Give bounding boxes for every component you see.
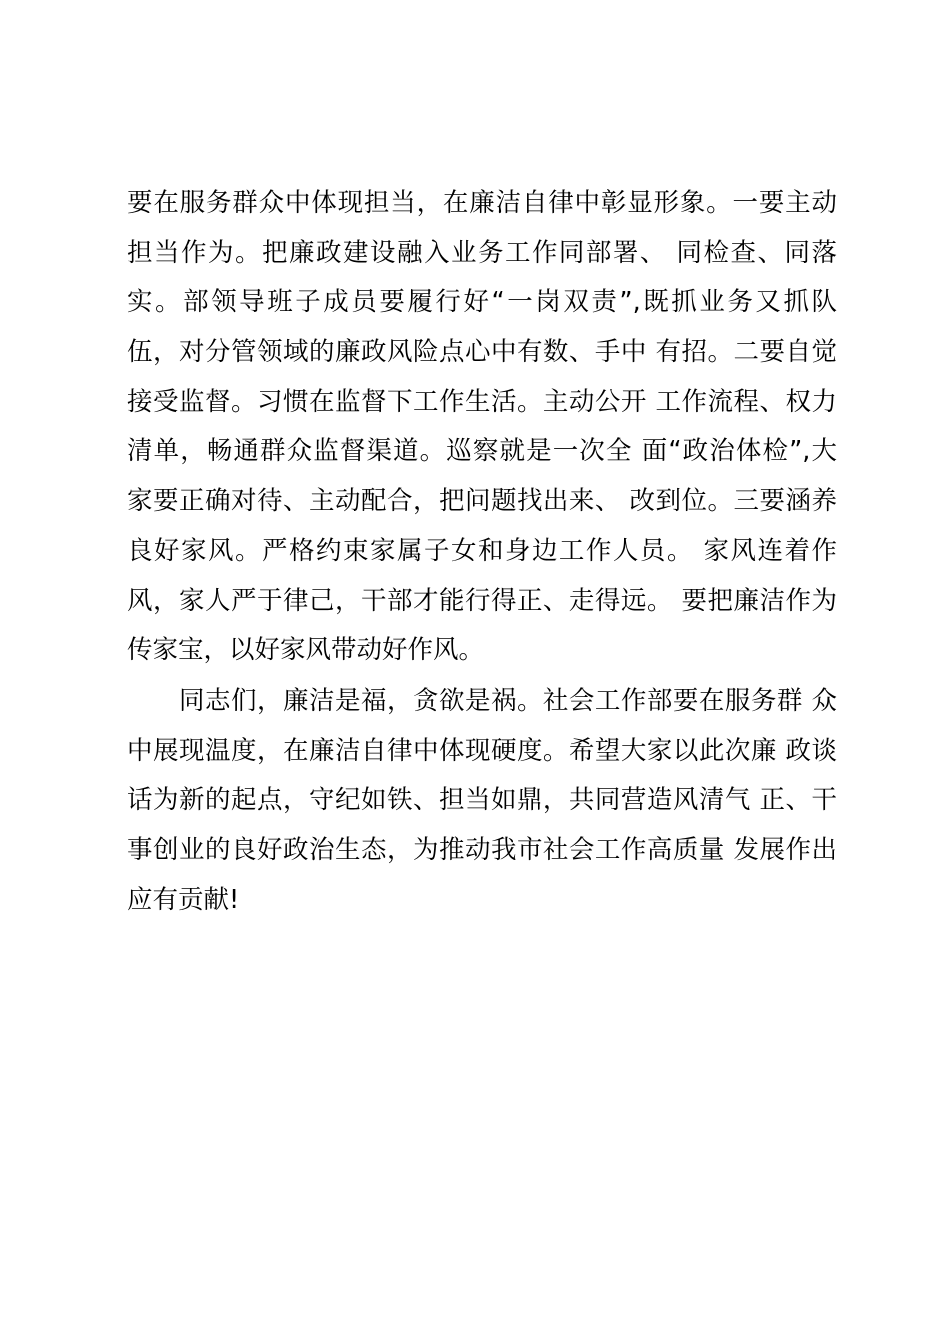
paragraph-line: 风，家人严于律己，干部才能行得正、走得远。 要把廉洁作为 [127, 585, 837, 616]
paragraph-line: 同志们，廉洁是福，贪欲是祸。社会工作部要在服务群 众 [127, 686, 837, 716]
paragraph-line: 家要正确对待、主动配合，把问题找出来、 改到位。三要涵养 [127, 486, 837, 517]
paragraph-line: 接受监督。习惯在监督下工作生活。主动公开 工作流程、权力 [127, 386, 837, 417]
paragraph-line: 担当作为。把廉政建设融入业务工作同部署、 同检查、同落 [127, 237, 837, 268]
paragraph-line: 话为新的起点，守纪如铁、担当如鼎，共同营造风清气 正、干 [127, 785, 837, 816]
paragraph-2 [127, 677, 837, 925]
paragraph-line: 良好家风。严格约束家属子女和身边工作人员。 家风连着作 [127, 535, 837, 566]
paragraph-line: 清单，畅通群众监督渠道。巡察就是一次全 面“政治体检”,大 [127, 436, 837, 467]
paragraph-line: 伍，对分管领域的廉政风险点心中有数、手中 有招。二要自觉 [127, 337, 837, 368]
paragraph-line: 传家宝，以好家风带动好作风。 [127, 635, 485, 666]
paragraph-line: 应有贡献! [127, 884, 240, 915]
paragraph-line: 中展现温度，在廉洁自律中体现硬度。希望大家以此次廉 政谈 [127, 735, 837, 766]
paragraph-line: 事创业的良好政治生态，为推动我市社会工作高质量 发展作出 [127, 835, 837, 866]
paragraph-line: 实。部领导班子成员要履行好“一岗双责”,既抓业务又抓队 [127, 287, 837, 318]
paragraph-1 [127, 179, 837, 676]
paragraph-line: 要在服务群众中体现担当，在廉洁自律中彰显形象。一要主动 [127, 188, 837, 218]
